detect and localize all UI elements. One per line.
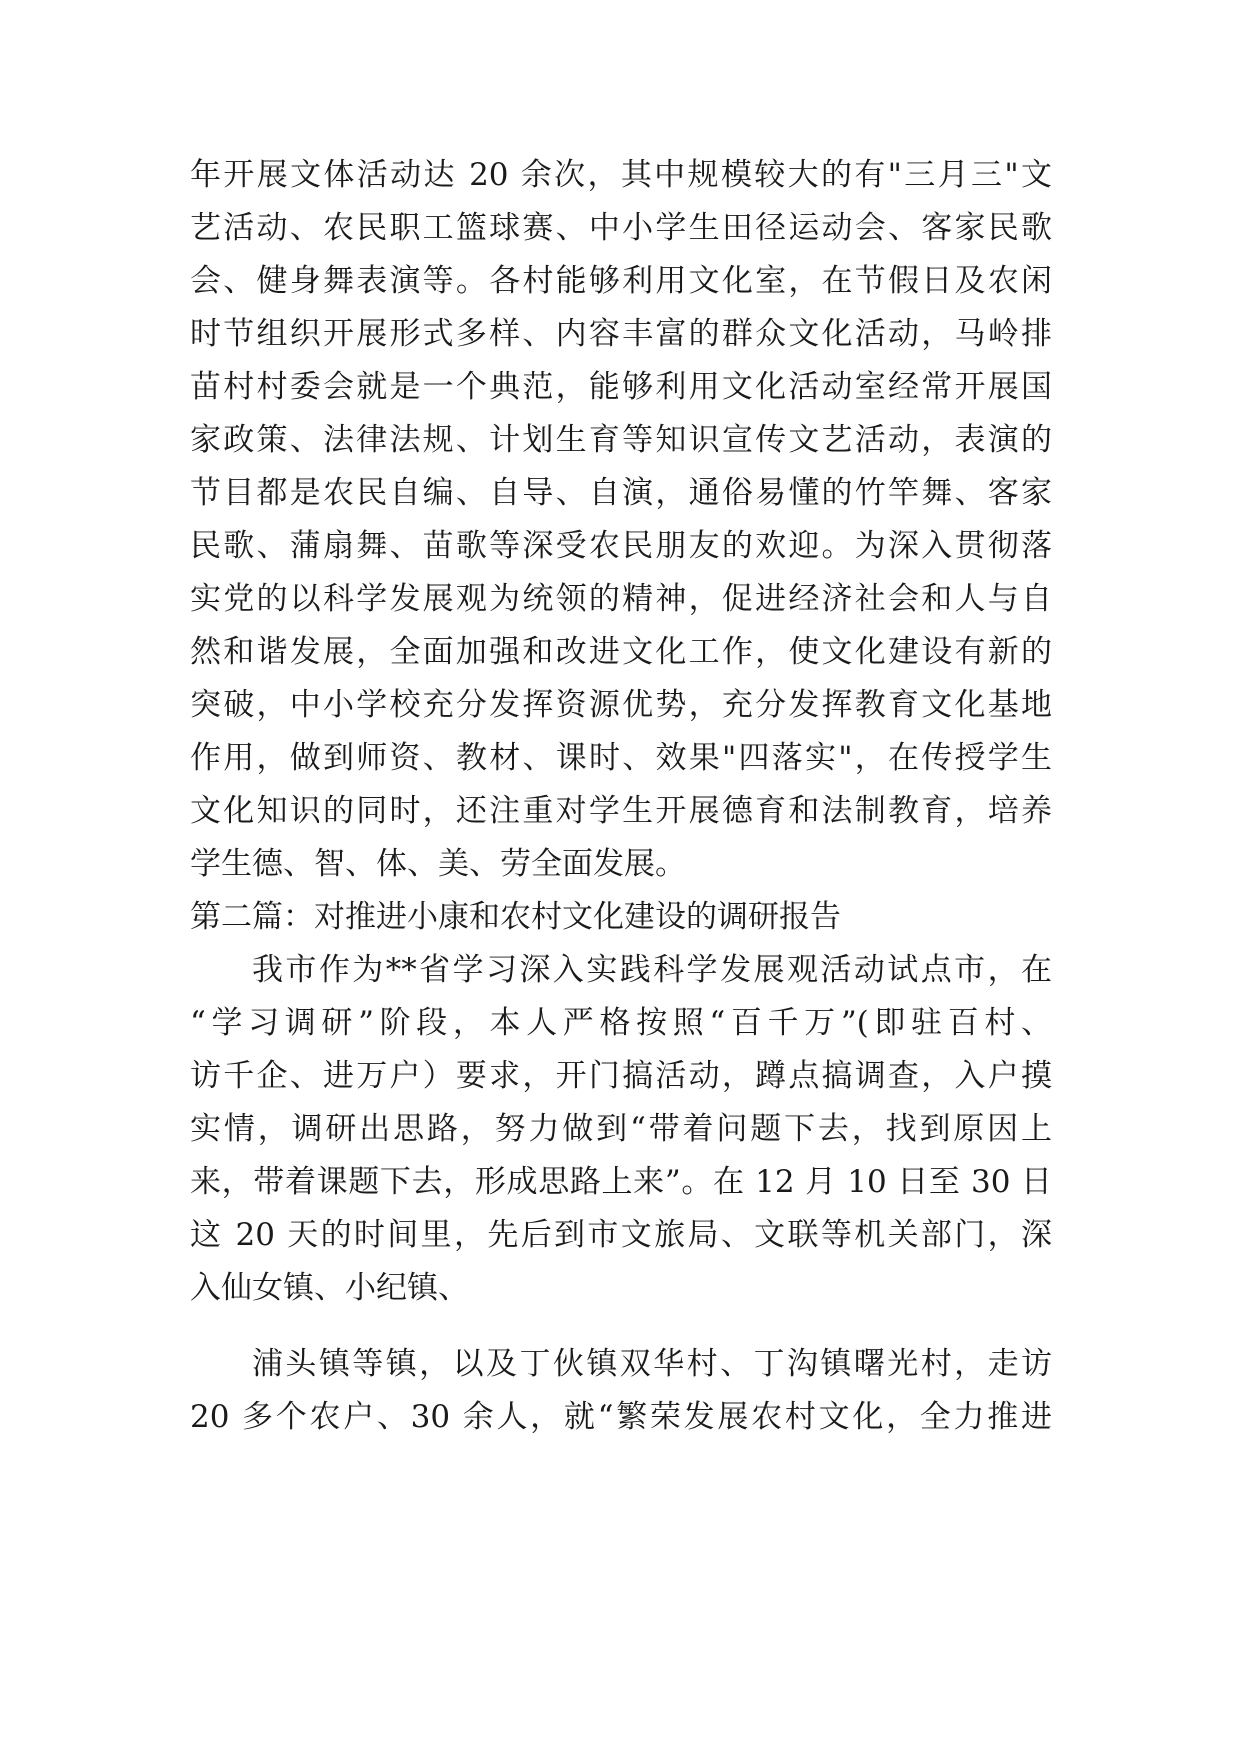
text-line: “学习调研”阶段，本人严格按照“百千万”(即驻百村、 bbox=[190, 1005, 1052, 1041]
text-line: 节目都是农民自编、自导、自演，通俗易懂的竹竿舞、客家 bbox=[190, 475, 1052, 511]
text-line: 学生德、智、体、美、劳全面发展。 bbox=[190, 846, 686, 882]
text-line: 实党的以科学发展观为统领的精神，促进经济社会和人与自 bbox=[190, 581, 1052, 617]
text-line: 苗村村委会就是一个典范，能够利用文化活动室经常开展国 bbox=[190, 369, 1052, 405]
text-line: 民歌、蒲扇舞、苗歌等深受农民朋友的欢迎。为深入贯彻落 bbox=[190, 528, 1052, 564]
text-line: 会、健身舞表演等。各村能够利用文化室，在节假日及农闲 bbox=[190, 263, 1052, 299]
text-line: 然和谐发展，全面加强和改进文化工作，使文化建设有新的 bbox=[190, 634, 1052, 670]
text-line: 突破，中小学校充分发挥资源优势，充分发挥教育文化基地 bbox=[190, 687, 1052, 723]
text-line: 时节组织开展形式多样、内容丰富的群众文化活动，马岭排 bbox=[190, 316, 1052, 352]
text-line: 艺活动、农民职工篮球赛、中小学生田径运动会、客家民歌 bbox=[190, 210, 1052, 246]
text-line: 年开展文体活动达 20 余次，其中规模较大的有"三月三"文 bbox=[190, 157, 1052, 193]
text-line: 实情，调研出思路，努力做到“带着问题下去，找到原因上 bbox=[190, 1111, 1052, 1147]
text-line: 文化知识的同时，还注重对学生开展德育和法制教育，培养 bbox=[190, 793, 1052, 829]
text-line: 访千企、进万户）要求，开门搞活动，蹲点搞调查，入户摸 bbox=[190, 1058, 1052, 1094]
text-line: 20 多个农户、30 余人，就“繁荣发展农村文化，全力推进 bbox=[190, 1399, 1052, 1435]
text-line: 浦头镇等镇，以及丁伙镇双华村、丁沟镇曙光村，走访 bbox=[252, 1346, 1052, 1382]
section-heading: 第二篇：对推进小康和农村文化建设的调研报告 bbox=[190, 899, 841, 935]
text-line: 我市作为**省学习深入实践科学发展观活动试点市，在 bbox=[252, 952, 1052, 988]
text-line: 这 20 天的时间里，先后到市文旅局、文联等机关部门，深 bbox=[190, 1217, 1052, 1253]
text-line: 来，带着课题下去，形成思路上来”。在 12 月 10 日至 30 日 bbox=[190, 1164, 1052, 1200]
text-line: 家政策、法律法规、计划生育等知识宣传文艺活动，表演的 bbox=[190, 422, 1052, 458]
text-line: 作用，做到师资、教材、课时、效果"四落实"，在传授学生 bbox=[190, 740, 1052, 776]
text-line: 入仙女镇、小纪镇、 bbox=[190, 1270, 469, 1306]
